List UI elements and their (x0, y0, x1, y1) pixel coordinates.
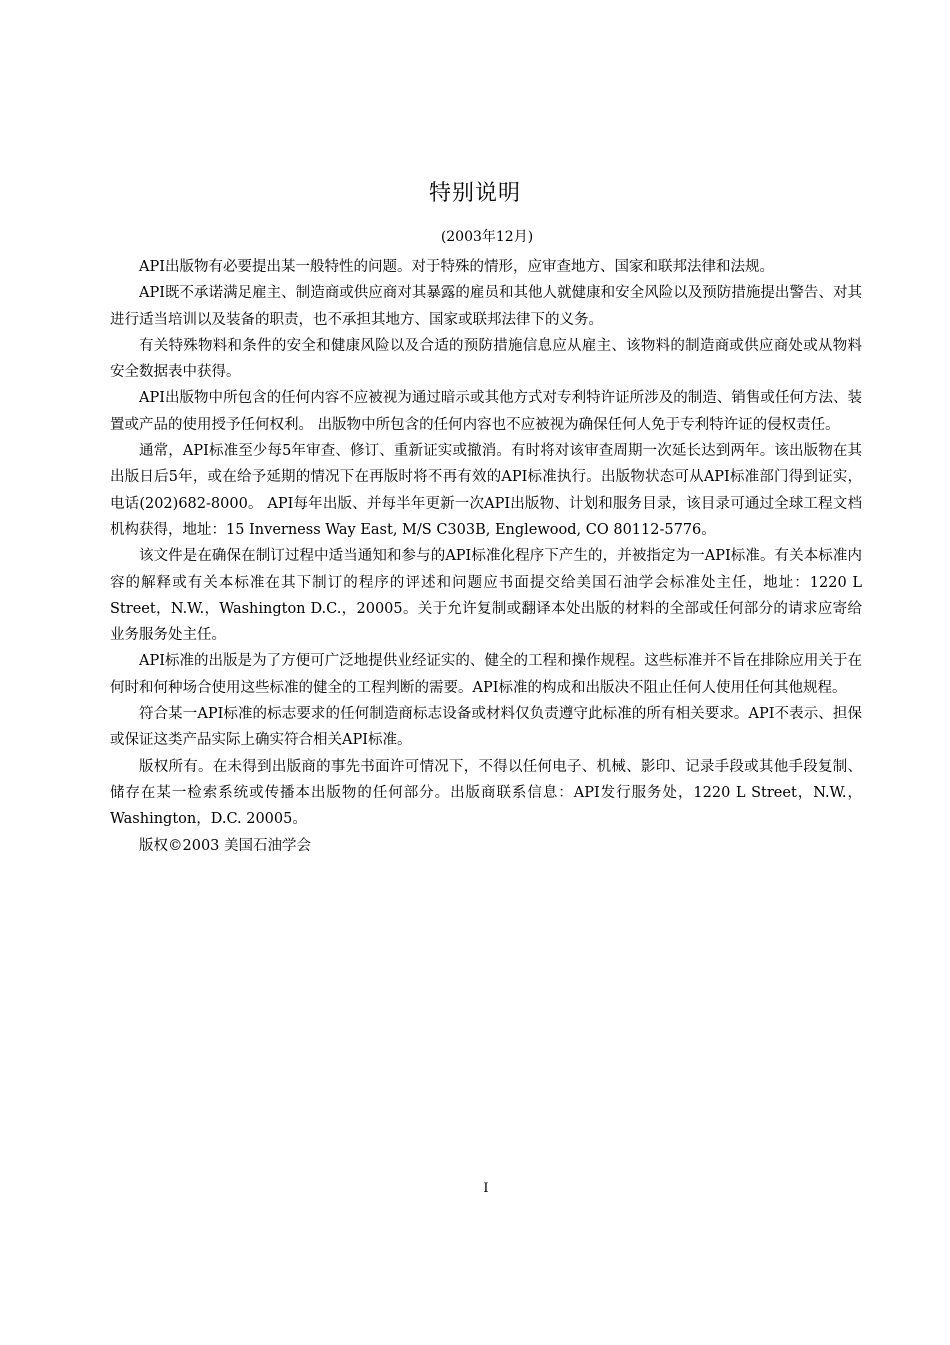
paragraph-all-rights-reserved: 版权所有。在未得到出版商的事先书面许可情况下，不得以任何电子、机械、影印、记录手段或其他手段复制、储存在某一检索系统或传播本出版物的任何部分。出版商联系信息：API发行服务处，1220 L Street，N.W.，Washington，D.C. 20005。 (110, 758, 862, 828)
document-date: (2003年12月) (440, 229, 534, 245)
document-body (110, 254, 862, 859)
paragraph-safety-information: 有关特殊物料和条件的安全和健康风险以及合适的预防措施信息应从雇主、该物料的制造商或供应商处或从物料安全数据表中获得。 (110, 337, 862, 381)
paragraph-copyright: 版权©2003 美国石油学会 (139, 837, 312, 854)
page-number: I (483, 1181, 489, 1196)
paragraph-review-cycle: 通常，API标准至少每5年审查、修订、重新证实或撤消。有时将对该审查周期一次延长达到两年。该出版物在其出版日后5年，或在给予延期的情况下在再版时将不再有效的API标准执行。出版物状态可从API标准部门得到证实，电话(202)682-8000。 API每年出版、并每半年更新一次API出版物、计划和服务目录，该目录可通过全球工程文档机构获得，地址：15 Inverness Way East, M/S C303B, Englewood, CO 80112-5776。 (110, 443, 862, 538)
paragraph-general-issues: API出版物有必要提出某一般特性的问题。对于特殊的情形，应审查地方、国家和联邦法律和法规。 (139, 259, 774, 275)
paragraph-marking-requirements: 符合某一API标准的标志要求的任何制造商标志设备或材料仅负责遵守此标准的所有相关要求。API不表示、担保或保证这类产品实际上确实符合相关API标准。 (110, 706, 862, 749)
paragraph-employer-duties: API既不承诺满足雇主、制造商或供应商对其暴露的雇员和其他人就健康和安全风险以及预防措施提出警告、对其进行适当培训以及装备的职责，也不承担其地方、国家或联邦法律下的义务。 (110, 285, 862, 328)
page-title: 特别说明 (428, 181, 521, 206)
paragraph-standard-purpose: API标准的出版是为了方便可广泛地提供业经证实的、健全的工程和操作规程。这些标准并不旨在排除应用关于在何时和何种场合使用这些标准的健全的工程判断的需要。API标准的构成和出版决不阻止任何人使用任何其他规程。 (110, 653, 862, 696)
paragraph-patent-rights: API出版物中所包含的任何内容不应被视为通过暗示或其他方式对专利特许证所涉及的制造、销售或任何方法、装置或产品的使用授予任何权利。 出版物中所包含的任何内容也不应被视为确保任何人免于专利特许证的侵权责任。 (110, 390, 862, 433)
paragraph-standardization-procedure: 该文件是在确保在制订过程中适当通知和参与的API标准化程序下产生的，并被指定为一API标准。有关本标准内容的解释或有关本标准在其下制订的程序的评述和问题应书面提交给美国石油学会标准处主任，地址：1220 L Street，N.W.，Washington D.C.，20005。关于允许复制或翻译本处出版的材料的全部或任何部分的请求应寄给业务服务处主任。 (110, 548, 862, 644)
